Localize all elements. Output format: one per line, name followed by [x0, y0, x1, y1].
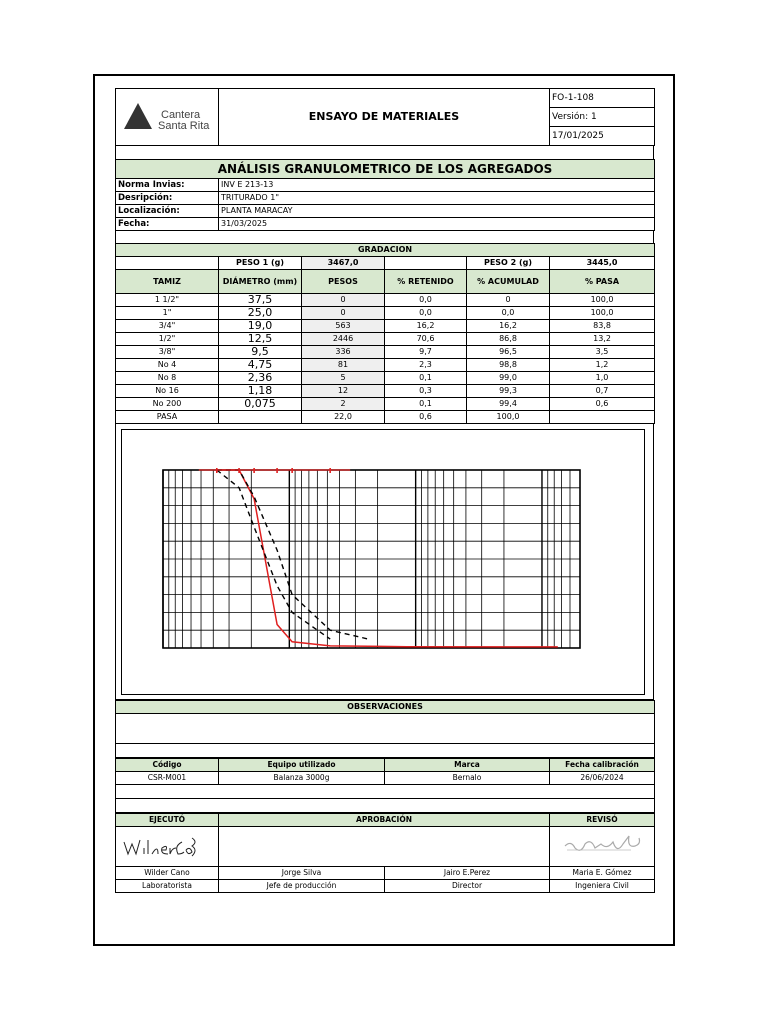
peso2-label: PESO 2 (g)	[467, 257, 550, 270]
percent-accumulated: 99,3	[467, 385, 550, 398]
column-header: DIÁMETRO (mm)	[219, 270, 302, 294]
percent-passing: 0,7	[550, 385, 655, 398]
sieve-weight: 81	[302, 359, 385, 372]
series-line-1	[217, 470, 558, 647]
column-header: Equipo utilizado	[219, 759, 385, 772]
equipment-code: CSR-M001	[116, 772, 219, 785]
sieve-weight: 336	[302, 346, 385, 359]
form-date: 17/01/2025	[550, 127, 655, 146]
sieve-weight: 2	[302, 398, 385, 411]
form-code: FO-1-108	[550, 89, 655, 108]
signature-reviewer	[550, 827, 655, 867]
logo-line1: Cantera	[161, 109, 201, 121]
gradation-table	[115, 243, 655, 424]
person-name: Maria E. Gómez	[550, 867, 655, 880]
signatures-table	[115, 813, 655, 893]
sieve-name: 3/8"	[116, 346, 219, 359]
sieve-name: 1 1/2"	[116, 294, 219, 307]
percent-passing: 3,5	[550, 346, 655, 359]
person-name: Wilder Cano	[116, 867, 219, 880]
signature-executor-image	[118, 830, 198, 860]
percent-accumulated: 86,8	[467, 333, 550, 346]
sieve-name: No 4	[116, 359, 219, 372]
equipment-table	[115, 758, 655, 813]
info-value: TRITURADO 1"	[219, 192, 655, 205]
sieve-weight: 0	[302, 307, 385, 320]
table-row	[116, 411, 655, 424]
column-header: Fecha calibración	[550, 759, 655, 772]
percent-passing: 100,0	[550, 294, 655, 307]
column-header: TAMIZ	[116, 270, 219, 294]
percent-retained: 2,3	[385, 359, 467, 372]
person-role: Ingeniera Civil	[550, 880, 655, 893]
info-value: 31/03/2025	[219, 218, 655, 231]
gradation-title: GRADACION	[116, 244, 655, 257]
percent-accumulated: 0	[467, 294, 550, 307]
info-value: INV E 213-13	[219, 179, 655, 192]
percent-passing: 0,6	[550, 398, 655, 411]
equipment-brand: Bernalo	[385, 772, 550, 785]
sieve-name: 1"	[116, 307, 219, 320]
table-row	[116, 346, 655, 359]
table-row	[116, 333, 655, 346]
sieve-diameter: 37,5	[219, 294, 302, 307]
person-role: Laboratorista	[116, 880, 219, 893]
table-row	[116, 398, 655, 411]
sieve-diameter: 1,18	[219, 385, 302, 398]
table-row	[116, 359, 655, 372]
sieve-diameter	[219, 411, 302, 424]
series-line-3	[217, 470, 369, 639]
sieve-diameter: 9,5	[219, 346, 302, 359]
sieve-name: PASA	[116, 411, 219, 424]
percent-accumulated: 99,0	[467, 372, 550, 385]
observations-title: OBSERVACIONES	[116, 701, 655, 714]
column-header: % PASA	[550, 270, 655, 294]
sieve-name: 1/2"	[116, 333, 219, 346]
logo-line2: Santa Rita	[158, 120, 210, 132]
table-row	[116, 372, 655, 385]
sieve-weight: 5	[302, 372, 385, 385]
gradation-chart	[122, 430, 644, 694]
document-title: ENSAYO DE MATERIALES	[219, 89, 550, 146]
approval-label: APROBACIÓN	[219, 814, 550, 827]
percent-accumulated: 16,2	[467, 320, 550, 333]
logo-triangle-icon	[124, 103, 152, 129]
sieve-weight: 563	[302, 320, 385, 333]
percent-accumulated: 96,5	[467, 346, 550, 359]
percent-retained: 70,6	[385, 333, 467, 346]
column-header: Marca	[385, 759, 550, 772]
peso1-label: PESO 1 (g)	[219, 257, 302, 270]
percent-retained: 0,1	[385, 398, 467, 411]
percent-accumulated: 0,0	[467, 307, 550, 320]
column-header: Código	[116, 759, 219, 772]
info-label: Fecha:	[116, 218, 219, 231]
document-sheet	[115, 88, 654, 893]
percent-retained: 0,1	[385, 372, 467, 385]
peso2-value: 3445,0	[550, 257, 655, 270]
logo	[116, 89, 219, 146]
percent-retained: 0,0	[385, 294, 467, 307]
sieve-name: No 16	[116, 385, 219, 398]
percent-passing: 100,0	[550, 307, 655, 320]
person-name: Jairo E.Perez	[385, 867, 550, 880]
percent-retained: 0,3	[385, 385, 467, 398]
sieve-diameter: 25,0	[219, 307, 302, 320]
sieve-name: No 200	[116, 398, 219, 411]
sieve-weight: 12	[302, 385, 385, 398]
percent-accumulated: 99,4	[467, 398, 550, 411]
percent-accumulated: 100,0	[467, 411, 550, 424]
person-role: Director	[385, 880, 550, 893]
sieve-weight: 0	[302, 294, 385, 307]
equipment-calibration: 26/06/2024	[550, 772, 655, 785]
sieve-diameter: 12,5	[219, 333, 302, 346]
executed-label: EJECUTÓ	[116, 814, 219, 827]
column-header: % RETENIDO	[385, 270, 467, 294]
info-value: PLANTA MARACAY	[219, 205, 655, 218]
sieve-diameter: 0,075	[219, 398, 302, 411]
percent-retained: 16,2	[385, 320, 467, 333]
percent-passing: 83,8	[550, 320, 655, 333]
sieve-weight: 2446	[302, 333, 385, 346]
table-row	[116, 294, 655, 307]
section-title: ANÁLISIS GRANULOMETRICO DE LOS AGREGADOS	[116, 160, 655, 179]
series-line-2	[217, 470, 330, 639]
signature-reviewer-image	[557, 830, 647, 860]
info-label: Desripción:	[116, 192, 219, 205]
percent-passing: 13,2	[550, 333, 655, 346]
sieve-name: No 8	[116, 372, 219, 385]
equipment-name: Balanza 3000g	[219, 772, 385, 785]
observations-text	[116, 714, 655, 744]
sieve-diameter: 2,36	[219, 372, 302, 385]
column-header: % ACUMULAD	[467, 270, 550, 294]
person-role: Jefe de producción	[219, 880, 385, 893]
percent-passing: 1,0	[550, 372, 655, 385]
percent-passing: 1,2	[550, 359, 655, 372]
info-table	[115, 159, 655, 231]
observations-table	[115, 700, 655, 758]
info-label: Norma Invias:	[116, 179, 219, 192]
header-table	[115, 88, 655, 146]
person-name: Jorge Silva	[219, 867, 385, 880]
sieve-weight: 22,0	[302, 411, 385, 424]
sieve-diameter: 19,0	[219, 320, 302, 333]
form-version: Versión: 1	[550, 108, 655, 127]
table-row	[116, 320, 655, 333]
percent-retained: 0,0	[385, 307, 467, 320]
table-row	[116, 385, 655, 398]
percent-retained: 0,6	[385, 411, 467, 424]
reviewed-label: REVISÓ	[550, 814, 655, 827]
table-row	[116, 307, 655, 320]
gradation-body	[116, 294, 655, 424]
percent-accumulated: 98,8	[467, 359, 550, 372]
chart-area	[115, 424, 654, 700]
sieve-name: 3/4"	[116, 320, 219, 333]
chart-frame	[121, 429, 645, 695]
percent-retained: 9,7	[385, 346, 467, 359]
info-label: Localización:	[116, 205, 219, 218]
sieve-diameter: 4,75	[219, 359, 302, 372]
signature-executor	[116, 827, 219, 867]
percent-passing	[550, 411, 655, 424]
peso1-value: 3467,0	[302, 257, 385, 270]
column-header: PESOS	[302, 270, 385, 294]
